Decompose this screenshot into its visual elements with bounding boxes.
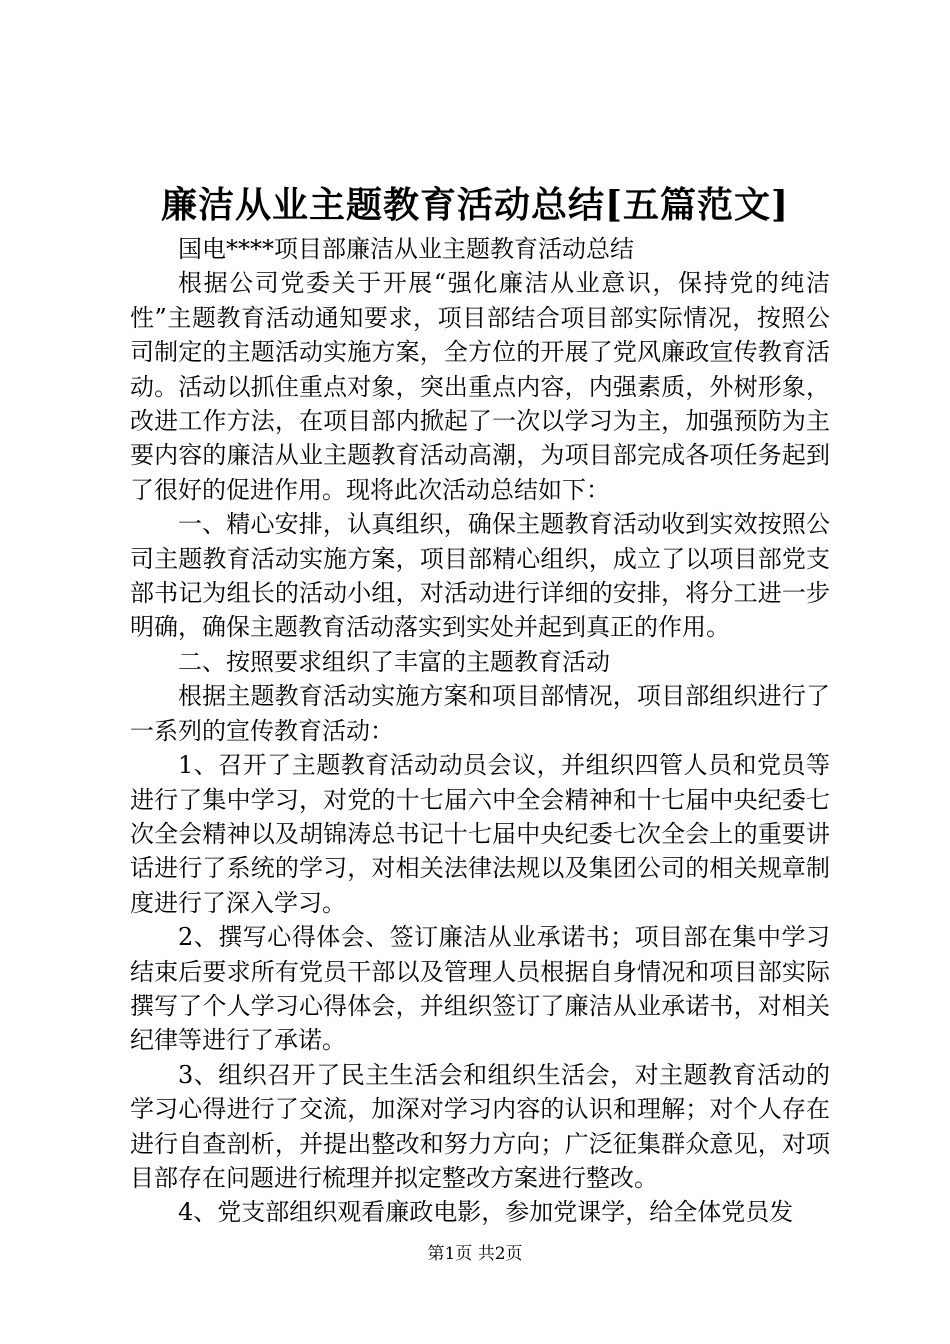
document-body <box>130 232 830 1230</box>
paragraph-item-2: 2、撰写心得体会、签订廉洁从业承诺书；项目部在集中学习结束后要求所有党员干部以及管理人员根据自身情况和项目部实际撰写了个人学习心得体会，并组织签订了廉洁从业承诺书，对相关纪律等进行了承诺。 <box>130 923 830 1055</box>
document-title: 廉洁从业主题教育活动总结[五篇范文] <box>160 184 790 226</box>
paragraph-section-2-intro: 根据主题教育活动实施方案和项目部情况，项目部组织进行了一系列的宣传教育活动： <box>130 682 830 745</box>
paragraph-item-3: 3、组织召开了民主生活会和组织生活会，对主题教育活动的学习心得进行了交流，加深对学习内容的认识和理解；对个人存在进行自查剖析，并提出整改和努力方向；广泛征集群众意见，对项目部存在问题进行梳理并拟定整改方案进行整改。 <box>130 1060 830 1192</box>
paragraph-item-1: 1、召开了主题教育活动动员会议，并组织四管人员和党员等进行了集中学习，对党的十七届六中全会精神和十七届中央纪委七次全会精神以及胡锦涛总书记十七届中央纪委七次全会上的重要讲话进行了系统的学习，对相关法律法规以及集团公司的相关规章制度进行了深入学习。 <box>130 751 830 917</box>
page-number: 第1页 共2页 <box>427 1244 523 1264</box>
paragraph-section-2-heading: 二、按照要求组织了丰富的主题教育活动 <box>178 647 610 676</box>
paragraph-section-1: 一、精心安排，认真组织，确保主题教育活动收到实效按照公司主题教育活动实施方案，项目部精心组织，成立了以项目部党支部书记为组长的活动小组，对活动进行详细的安排，将分工进一步明确，确保主题教育活动落实到实处并起到真正的作用。 <box>130 510 830 642</box>
paragraph-subtitle: 国电****项目部廉洁从业主题教育活动总结 <box>178 235 634 263</box>
paragraph-item-4: 4、党支部组织观看廉政电影，参加党课学，给全体党员发 <box>178 1198 794 1227</box>
paragraph-intro: 根据公司党委关于开展“强化廉洁从业意识，保持党的纯洁性”主题教育活动通知要求，项目部结合项目部实际情况，按照公司制定的主题活动实施方案，全方位的开展了党风廉政宣传教育活动。活动以抓住重点对象，突出重点内容，内强素质，外树形象，改进工作方法，在项目部内掀起了一次以学习为主，加强预防为主要内容的廉洁从业主题教育活动高潮，为项目部完成各项任务起到了很好的促进作用。现将此次活动总结如下： <box>130 269 830 504</box>
